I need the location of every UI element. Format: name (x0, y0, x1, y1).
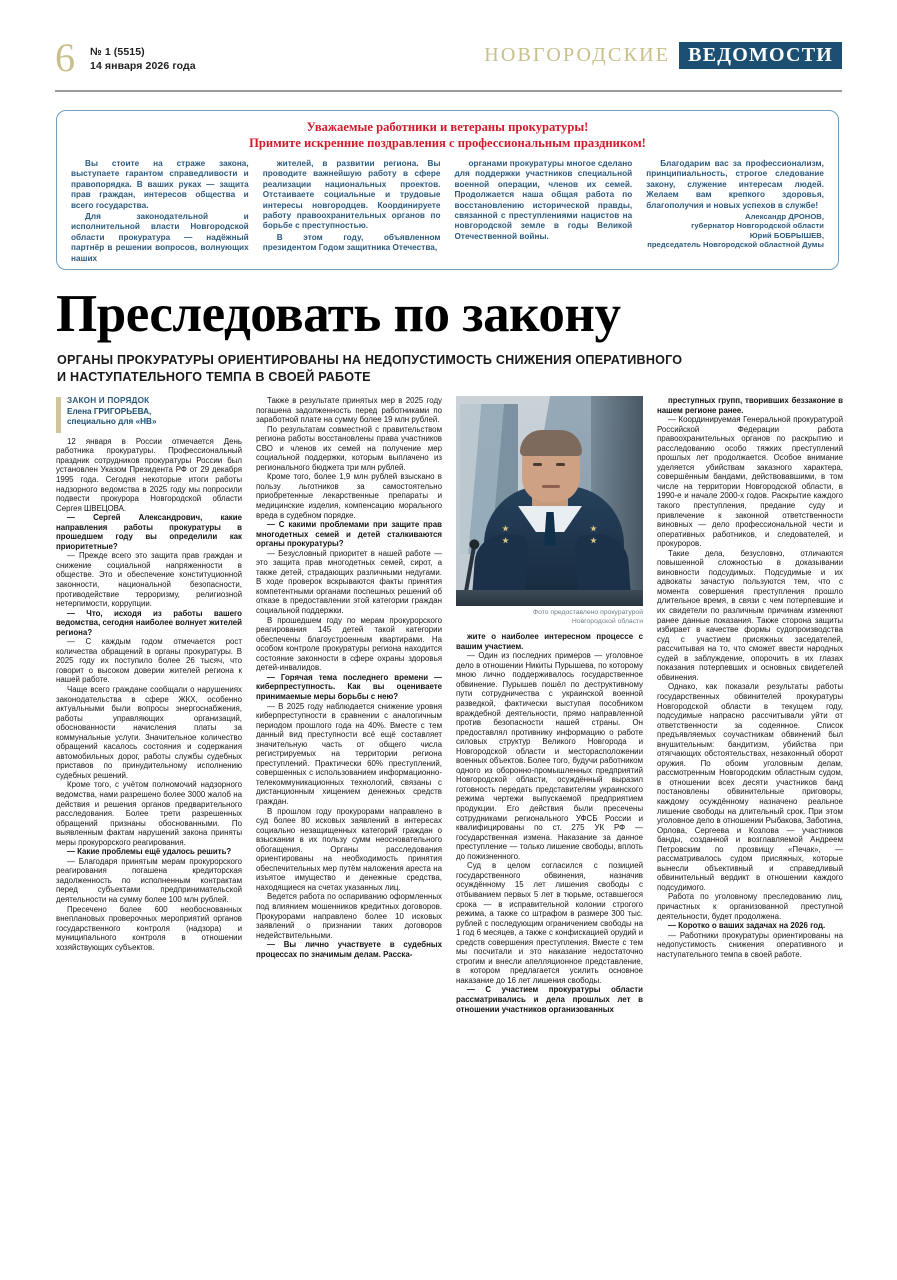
article-paragraph-answer: Также в результате принятых мер в 2025 году погашена задолженность перед работниками по заработной плате на сумму более 19 млн рублей. (256, 396, 442, 425)
column-4-text (657, 396, 843, 959)
article-paragraph-answer: Чаще всего граждане сообщали о нарушениях законодательства в сфере ЖКХ, особенно актуальными были вопросы энергоснабжения, работы управляющих организаций, обоснованности начисления платы за коммунальные услуги. Значительное количество обращений касалось состояния и содержания автомобильных дорог, работы службы судебных приставов по принудительному исполнению судебных решений. (56, 685, 242, 780)
greeting-column-4 (646, 159, 824, 264)
article-column-3 (456, 396, 643, 1250)
article-column-4 (657, 396, 843, 1250)
article-paragraph-answer: — Безусловный приоритет в нашей работе — это защита прав многодетных семей, сирот, а также детей, страдающих различными недугами. В ходе проверок вскрываются факты принятия компетентными органами поспешных решений об отказе в предоставлении этой категории граждан социальной поддержки. (256, 548, 442, 616)
issue-date: 14 января 2026 года (90, 60, 196, 72)
article-paragraph-question: — Что, исходя из работы вашего ведомства, сегодня наиболее волнует жителей региона? (56, 608, 242, 637)
greeting-title-line1: Уважаемые работники и ветераны прокуратуры! (306, 120, 589, 134)
article-paragraph-answer: Такие дела, безусловно, отличаются повышенной сложностью в доказывании виновности подсудимых. Подсудимые и их адвокаты зачастую пользуются тем, что с момента совершения преступления прошло длительное время, в связи с чем потерпевшие и их свидетели по различным причинам изменяют ранее данные показания. Также сторона защиты избирает в качестве формы судопроизводства суд с участием присяжных заседателей, рассчитывая на то, что сможет ввести народных судей в заблуждение, опорочить в их глазах показания потерпевших и основных свидетелей обвинения. (657, 548, 843, 682)
photo-caption (456, 609, 643, 626)
greeting-column-3 (455, 159, 633, 264)
header-divider (55, 90, 842, 92)
article-paragraph-question: преступных групп, творивших беззаконие в нашем регионе ранее. (657, 396, 843, 415)
greeting-paragraph: В этом году, объявленном президентом Годом защитника Отечества, (262, 232, 441, 253)
newspaper-logo (484, 42, 842, 69)
article-body (56, 396, 843, 1250)
person-eye-right (556, 463, 565, 466)
article-paragraph-question: — Вы лично участвуете в судебных процессах по значимым делам. Расска- (256, 940, 442, 959)
article-paragraph-answer: В прошлом году прокурорами направлено в суд более 80 исковых заявлений в интересах социально незащищенных категорий граждан о взыскании в их пользу сумм неосновательного обогащения. Органы расследования ориентированы на необходимость принятия обеспечительных мер путём наложения ареста на изъятое имущество и денежные средства, находящиеся на счетах указанных лиц. (256, 806, 442, 892)
article-paragraph-lead: 12 января в России отмечается День работника прокуратуры. Профессиональный праздник сотрудников прокуратуры России был установлен Указом Президента РФ от 29 декабря 1995 года. Сегодня некоторые итоги работы надзорного ведомства в 2025 году мы попросили подвести прокурора Новгородской области Сергея ШВЕЦОВА. (56, 436, 242, 513)
signer-role-1: губернатор Новгородской области (691, 221, 824, 231)
article-paragraph-answer: Кроме того, более 1,9 млн рублей взыскано в пользу льготников за самостоятельно приобретенные лекарственные препараты и медицинские изделия, компенсацию морального вреда в судебном порядке. (256, 472, 442, 520)
greeting-title-line2: Примите искренние поздравления с профессиональным праздником! (249, 136, 646, 150)
signer-name-1: Александр ДРОНОВ, (745, 212, 824, 222)
page-number: 6 (55, 35, 75, 80)
article-headline: Преследовать по закону (56, 285, 621, 343)
greeting-paragraph: Вы стоите на страже закона, выступаете гарантом справедливости и правопорядка. В ваших руках — защита прав граждан, интересов общества и всего государства. (71, 159, 249, 210)
prosecutor-portrait-photo (456, 396, 643, 606)
column-1-text (56, 437, 242, 953)
article-subheadline (57, 352, 757, 386)
article-paragraph-question: жите о наиболее интересном процессе с вашим участием. (456, 632, 643, 651)
signer-name-2: Юрий БОБРЫШЕВ, (749, 230, 824, 240)
greeting-paragraph: органами прокуратуры многое сделано для поддержки участников специальной военной операции, членов их семей. Продолжается наша общая работа по восстановлению исторической правды, связанной с преступлениями нацистов на новгородской земле в годы Великой Отечественной войны. (454, 159, 633, 241)
greeting-title (57, 111, 838, 151)
issue-info (90, 45, 196, 73)
byline (56, 396, 242, 428)
article-paragraph-question: — С участием прокуратуры области рассматривались и дела прошлых лет в отношении участников организованных (456, 985, 643, 1014)
byline-author: Елена ГРИГОРЬЕВА, (67, 406, 152, 416)
greeting-column-1 (71, 159, 249, 264)
article-column-2 (256, 396, 442, 1250)
article-paragraph-answer: — В 2025 году наблюдается снижение уровня киберпреступности в сравнении с аналогичным периодом прошлого года на 40%. Вместе с тем данный вид преступности всё ещё составляет значительную часть от общего числа регистрируемых на территории региона преступлений. Практически 60% преступлений, совершенных с использованием информационно-телекоммуникационных технологий, связаны с дистанционным хищением денежных средств граждан. (256, 701, 442, 806)
article-paragraph-answer: — Координируемая Генеральной прокуратурой Российской Федерации работа правоохранительных органов по раскрытию и расследованию особо тяжких преступлений прошлых лет продолжается. Особое внимание уделяется убийствам заказного характера, совершённым бандами, действовавшими, в том числе на территории Новгородской области, в 1990-е и начале 2000-х годов. Раскрытие каждого такого преступления, предание суду и привлечение к законной ответственности виновных — дело профессиональной чести и оперативных работников, и следователей, и прокуроров. (657, 415, 843, 549)
person-hair (520, 430, 582, 456)
subheadline-line2: И НАСТУПАТЕЛЬНОГО ТЕМПА В СВОЕЙ РАБОТЕ (57, 370, 371, 384)
article-paragraph-answer: В прошедшем году по мерам прокурорского реагирования 145 детей такой категории обеспечены благоустроенным квартирами. На особом контроле прокуратуры региона находится состояние законности в сфере охраны здоровья детей-инвалидов. (256, 615, 442, 673)
desk-foreground (456, 590, 643, 606)
subheadline-line1: ОРГАНЫ ПРОКУРАТУРЫ ОРИЕНТИРОВАНЫ НА НЕДОПУСТИМОСТЬ СНИЖЕНИЯ ОПЕРАТИВНОГО (57, 353, 683, 367)
greeting-box (56, 110, 839, 270)
article-photo (456, 396, 643, 626)
column-3-text (456, 632, 643, 1014)
photo-caption-line1: Фото предоставлено прокуратурой (532, 609, 643, 616)
person-mouth (542, 485, 560, 488)
article-column-1 (56, 396, 242, 1250)
article-paragraph-answer: Кроме того, с учётом полномочий надзорного ведомства, нами разрешено более 3000 жалоб на действия и решения органов предварительного расследования. Более трети разрешенных обращений признаны обоснованными. По выявленным фактам нарушений закона приняты меры прокурорского реагирования. (56, 780, 242, 847)
byline-note: специально для «НВ» (67, 417, 157, 427)
column-2-text (256, 396, 442, 959)
article-paragraph-answer: Однако, как показали результаты работы государственных обвинителей прокуратуры Новгородской области в текущем году, подсудимые напрасно рассчитывали уйти от ответственности за содеянное. Список предъявляемых соучастникам обвинений был внушительным: бандитизм, убийства при отягчающих обстоятельствах, незаконный оборот оружия. По обоим уголовным делам, рассмотренным Новгородским областным судом, в отношении всех десяти участников банд постановлены обвинительные приговоры, каждому осуждённому назначено реальное лишение свободы на длительный срок. При этом уголовное дело в отношении Рыбакова, Заботина, Орлова, Сергеева и Козлова — участников банды, созданной и возглавляемой Андреем Петровским по прозвищу «Печак», — рассматривалось судом присяжных, которые вынесли объективный и справедливый обвинительный вердикт в отношении каждого подсудимого. (657, 682, 843, 892)
article-paragraph-answer: — Благодаря принятым мерам прокурорского реагирования погашена кредиторская задолженность по исполненным контрактам перед субъектами предпринимательской деятельности на сумму более 100 млн рублей. (56, 856, 242, 905)
greeting-paragraph: жителей, в развитии региона. Вы проводите важнейшую работу в сфере реализации национальных проектов. Отстаиваете социальные и трудовые интересы новгородцев. Координируете работу правоохранительных органов по борьбе с преступностью. (262, 159, 441, 231)
byline-rubric: ЗАКОН И ПОРЯДОК (67, 396, 150, 405)
photo-caption-line2: Новгородской области (571, 617, 643, 625)
masthead (55, 35, 842, 88)
article-paragraph-answer: Суд в целом согласился с позицией государственного обвинения, назначив осуждённому 15 лет лишения свободы с отбыванием первых 5 лет в тюрьме, оставшегося срока — в исправительной колонии строгого режима, а также со штрафом в размере 300 тыс. рублей с последующим ограничением свободы на 1 год 6 месяцев, а также с конфискацией орудий и средств совершения преступления. Вместе с тем мы посчитали и это наказание недостаточно строгим и внесли апелляционное представление, в котором предлагается усилить основное наказание до 16 лет лишения свободы. (456, 861, 643, 985)
article-paragraph-question: — Коротко о ваших задачах на 2026 год. (668, 921, 826, 931)
article-paragraph-answer: — Работники прокуратуры ориентированы на недопустимость снижения оперативного и наступательного темпа в своей работе. (657, 930, 843, 959)
greeting-paragraph: Для законодательной и исполнительной власти Новгородской области прокуратура — надёжный партнёр в решении вопросов, волнующих наших (71, 212, 249, 263)
article-paragraph-answer: — С каждым годом отмечается рост количества обращений в органы прокуратуры. В 2025 году их поступило более 26 тысяч, что говорит о высоком доверии жителей региона к нашей работе. (56, 637, 242, 685)
issue-number: № 1 (5515) (90, 46, 145, 58)
article-paragraph-question: — Сергей Александрович, какие направления работы прокуратуры в прошедшем году вы определили как приоритетные? (56, 513, 242, 551)
article-paragraph-answer: Ведется работа по оспариванию оформленных под влиянием мошенников кредитных договоров. Прокурорами направлено более 10 исковых заявлений о признании таких договоров недействительными. (256, 892, 442, 940)
greeting-signature (646, 212, 824, 250)
greeting-paragraph: Благодарим вас за профессионализм, принципиальность, строгое следование закону, служение интересам людей. Желаем вам крепкого здоровья, благополучия и новых успехов в службе! (646, 159, 824, 210)
article-paragraph-answer: — Один из последних примеров — уголовное дело в отношении Никиты Пурышева, по которому мною лично поддерживалось государственное обвинение. Пурышев пошёл по деструктивному пути сотрудничества с украинской военной разведкой, фактически выступая пособником враждебной деятельности, прямо направленной против безопасности нашей страны. Он предоставлял противнику информацию о работе силовых структур Великого Новгорода и Новгородской области и месторасположении военных объектов. Более того, будучи работником одного из оборонно-промышленных предприятий Новгородской области, осуждённый выразил готовность передать представителям украинского режима чертежи выпускаемой предприятием продукции. Его действия были пресечены сотрудниками регионального УФСБ России и квалифицированы по ст. 275 УК РФ — государственная измена. Наказание за данное преступление — только лишение свободы, вплоть до пожизненного. (456, 651, 643, 861)
article-paragraph-answer: — Прежде всего это защита прав граждан и снижение социальной напряженности в обществе. Это и обеспечение конституционной законности, национальной безопасности, противодействие терроризму, религиозной нетерпимости, коррупции. (56, 551, 242, 609)
article-paragraph-answer: По результатам совместной с правительством региона работы восстановлены права участников СВО и членов их семей на получение мер социальной поддержки, которым выплачено из регионального бюджета три млн рублей. (256, 424, 442, 472)
article-paragraph-question: — С какими проблемами при защите прав многодетных семей и детей сталкиваются органы прокуратуры? (256, 520, 442, 549)
person-eye-left (533, 463, 542, 466)
article-paragraph-question: — Горячая тема последнего времени — киберпреступность. Как вы оцениваете принимаемые меры борьбы с нею? (256, 672, 442, 701)
signer-role-2: председатель Новгородской областной Думы (647, 240, 824, 250)
brand-word-novgorodskie: НОВГОРОДСКИЕ (484, 44, 671, 66)
article-paragraph-answer: Пресечено более 600 необоснованных внеплановых проверочных мероприятий органов государственного контроля (надзора) и муниципального контроля в отношении хозяйствующих субъектов. (56, 904, 242, 952)
greeting-column-2 (263, 159, 441, 264)
brand-word-vedomosti: ВЕДОМОСТИ (679, 42, 842, 69)
article-paragraph-answer: Работа по уголовному преследованию лиц, причастных к организованной преступной деятельности, будет продолжена. (657, 892, 843, 921)
greeting-columns (57, 151, 838, 264)
article-paragraph-question: — Какие проблемы ещё удалось решить? (67, 847, 232, 857)
